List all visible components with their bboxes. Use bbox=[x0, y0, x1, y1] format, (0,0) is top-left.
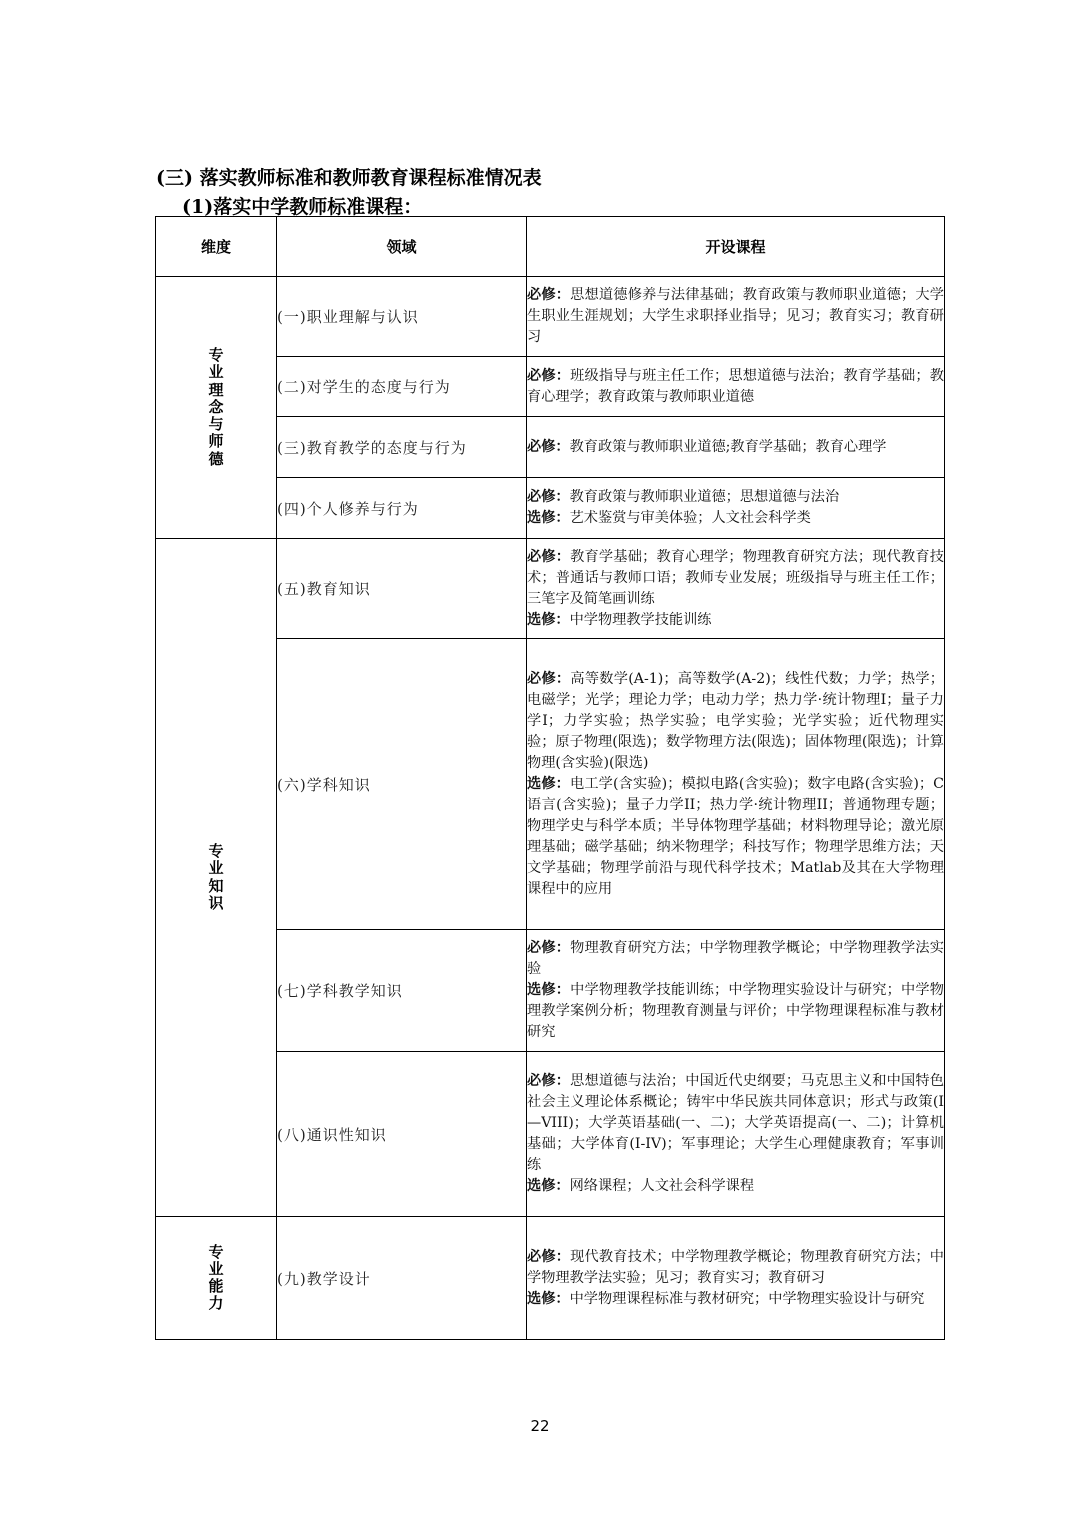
courses-cell bbox=[527, 357, 945, 417]
domain-cell: (三)教育教学的态度与行为 bbox=[277, 417, 527, 478]
course-type-label: 必修： bbox=[527, 548, 571, 565]
courses-cell bbox=[527, 1052, 945, 1217]
course-line bbox=[527, 774, 944, 900]
header-courses: 开设课程 bbox=[527, 217, 945, 277]
table-header-row bbox=[156, 217, 945, 277]
course-list-text: 高等数学(A-1)；高等数学(A-2)；线性代数；力学；热学；电磁学；光学；理论力学；电动力学；热力学·统计物理I；量子力学I；力学实验；热学实验；电学实验；光学实验；近代物理实验；原子物理(限选)；数学物理方法(限选)；固体物理(限选)；计算物理(含实验)(限选) bbox=[527, 670, 944, 771]
dimension-label: 专业理念与师德 bbox=[208, 346, 224, 468]
domain-cell: (二)对学生的态度与行为 bbox=[277, 357, 527, 417]
course-line bbox=[527, 1071, 944, 1176]
course-type-label: 选修： bbox=[527, 611, 570, 628]
header-domain: 领域 bbox=[277, 217, 527, 277]
course-standards-table bbox=[155, 216, 945, 1340]
sub-title: (1)落实中学教师标准课程： bbox=[182, 196, 423, 218]
course-list-text: 教育学基础；教育心理学；物理教育研究方法；现代教育技术；普通话与教师口语；教师专业发展；班级指导与班主任工作；三笔字及简笔画训练 bbox=[527, 548, 944, 607]
course-type-label: 选修： bbox=[527, 1178, 570, 1194]
domain-cell: (七)学科教学知识 bbox=[277, 930, 527, 1052]
domain-cell: (九)教学设计 bbox=[277, 1217, 527, 1340]
domain-cell: (八)通识性知识 bbox=[277, 1052, 527, 1217]
domain-cell: (四)个人修养与行为 bbox=[277, 478, 527, 539]
course-type-label: 必修： bbox=[527, 438, 570, 455]
course-list-text: 思想道德与法治；中国近代史纲要；马克思主义和中国特色社会主义理论体系概论；铸牢中华民族共同体意识；形式与政策(I—VIII)；大学英语基础(一、二)；大学英语提高(一、二)；计算机基础；大学体育(I-IV)；军事理论；大学生心理健康教育；军事训练 bbox=[527, 1073, 944, 1173]
course-line bbox=[527, 366, 944, 408]
courses-cell bbox=[527, 478, 945, 539]
course-line bbox=[527, 547, 944, 610]
course-type-label: 选修： bbox=[527, 775, 570, 792]
page-number: 22 bbox=[530, 1417, 550, 1435]
section-title: (三) 落实教师标准和教师教育课程标准情况表 bbox=[156, 167, 542, 189]
course-list-text: 中学物理教学技能训练 bbox=[569, 611, 712, 628]
domain-cell: (一)职业理解与认识 bbox=[277, 277, 527, 357]
courses-cell bbox=[527, 639, 945, 930]
courses-cell bbox=[527, 417, 945, 478]
domain-cell: (六)学科知识 bbox=[277, 639, 527, 930]
courses-cell bbox=[527, 1217, 945, 1340]
course-list-text: 教育政策与教师职业道德；思想道德与法治 bbox=[569, 489, 840, 505]
course-list-text: 思想道德修养与法律基础；教育政策与教师职业道德；大学生职业生涯规划；大学生求职择业指导；见习；教育实习；教育研习 bbox=[527, 287, 944, 345]
table-row bbox=[156, 1217, 945, 1340]
course-list-text: 物理教育研究方法；中学物理教学概论；中学物理教学法实验 bbox=[527, 940, 944, 977]
course-line bbox=[527, 1176, 944, 1197]
courses-cell bbox=[527, 539, 945, 639]
course-line bbox=[527, 487, 944, 508]
course-line bbox=[527, 669, 944, 774]
course-type-label: 选修： bbox=[527, 982, 571, 998]
course-type-label: 必修： bbox=[527, 940, 571, 956]
course-type-label: 选修： bbox=[527, 1290, 570, 1307]
course-line bbox=[527, 980, 944, 1043]
course-list-text: 网络课程；人文社会科学课程 bbox=[569, 1178, 755, 1194]
course-line bbox=[527, 938, 944, 980]
course-type-label: 必修： bbox=[527, 367, 571, 384]
course-type-label: 选修： bbox=[527, 510, 570, 526]
course-line bbox=[527, 1289, 944, 1310]
courses-cell bbox=[527, 930, 945, 1052]
header-dimension: 维度 bbox=[156, 217, 277, 277]
course-list-text: 电工学(含实验)；模拟电路(含实验)；数字电路(含实验)；C语言(含实验)；量子力学II；热力学·统计物理II；普通物理专题；物理学史与科学本质；半导体物理学基础；材料物理导论；激光原理基础；磁学基础；纳米物理学；科技写作；物理学思维方法；天文学基础；物理学前沿与现代科学技术；Matlab及其在大学物理课程中的应用 bbox=[527, 775, 944, 897]
course-type-label: 必修： bbox=[527, 287, 571, 303]
course-type-label: 必修： bbox=[527, 670, 571, 687]
course-list-text: 中学物理课程标准与教材研究；中学物理实验设计与研究 bbox=[569, 1290, 925, 1307]
course-list-text: 教育政策与教师职业道德;教育学基础；教育心理学 bbox=[569, 438, 887, 455]
course-type-label: 必修： bbox=[527, 1248, 571, 1265]
course-line bbox=[527, 285, 944, 348]
course-line bbox=[527, 1247, 944, 1289]
course-list-text: 现代教育技术；中学物理教学概论；物理教育研究方法；中学物理教学法实验；见习；教育实习；教育研习 bbox=[527, 1248, 944, 1286]
course-list-text: 艺术鉴赏与审美体验；人文社会科学类 bbox=[569, 510, 811, 526]
courses-cell bbox=[527, 277, 945, 357]
course-list-text: 中学物理教学技能训练；中学物理实验设计与研究；中学物理教学案例分析；物理教育测量与评价；中学物理课程标准与教材研究 bbox=[527, 982, 944, 1040]
domain-cell: (五)教育知识 bbox=[277, 539, 527, 639]
dimension-label: 专业能力 bbox=[208, 1242, 224, 1313]
course-type-label: 必修： bbox=[527, 489, 570, 505]
course-type-label: 必修： bbox=[527, 1073, 571, 1089]
course-line bbox=[527, 610, 944, 631]
table-row bbox=[156, 539, 945, 639]
course-line bbox=[527, 437, 944, 458]
course-line bbox=[527, 508, 944, 529]
dimension-cell bbox=[156, 1217, 277, 1340]
course-list-text: 班级指导与班主任工作；思想道德与法治；教育学基础；教育心理学；教育政策与教师职业道德 bbox=[527, 367, 944, 405]
dimension-cell bbox=[156, 277, 277, 539]
dimension-label: 专业知识 bbox=[208, 842, 224, 912]
dimension-cell bbox=[156, 539, 277, 1217]
table-row bbox=[156, 277, 945, 357]
